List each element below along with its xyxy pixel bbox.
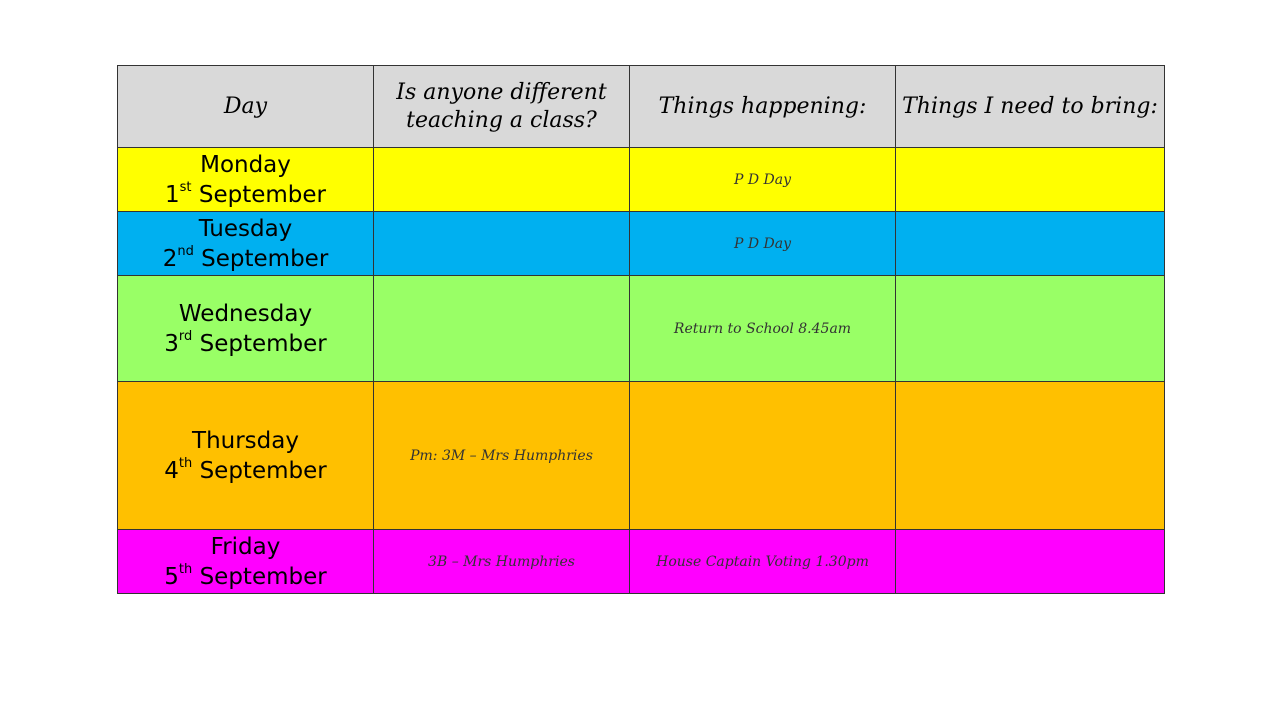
teacher-cell [374,148,630,212]
weekday-label: Monday [200,151,291,178]
date-number: 5 [164,563,179,590]
weekday-label: Thursday [192,427,299,454]
table-row [118,382,1165,530]
weekday-label: Tuesday [198,215,293,242]
date-number: 3 [164,330,179,357]
table-row [118,530,1165,594]
happening-cell: House Captain Voting 1.30pm [630,530,896,594]
header-things-happening: Things happening: [630,66,896,148]
date-label [118,562,373,592]
date-number: 2 [162,245,178,272]
day-cell [118,382,374,530]
happening-cell: P D Day [630,212,896,276]
day-cell [118,276,374,382]
header-day: Day [118,66,374,148]
table-row [118,276,1165,382]
teacher-cell [374,212,630,276]
date-number: 1 [165,181,180,208]
day-cell [118,530,374,594]
date-label [118,329,373,359]
bring-cell [896,530,1165,594]
date-suffix: th [178,455,193,471]
weekday-label: Wednesday [178,300,313,327]
bring-cell [896,382,1165,530]
weekly-schedule-table [117,65,1165,594]
bring-cell [896,148,1165,212]
header-things-to-bring: Things I need to bring: [896,66,1165,148]
teacher-cell [374,276,630,382]
month-label: September [198,181,326,208]
weekday-label: Friday [210,533,281,560]
date-label [118,180,373,210]
header-different-teacher: Is anyone different teaching a class? [374,66,630,148]
day-cell [118,148,374,212]
header-row [118,66,1165,148]
date-suffix: st [179,179,192,195]
happening-cell: Return to School 8.45am [630,276,896,382]
bring-cell [896,276,1165,382]
month-label: September [199,457,327,484]
teacher-cell: Pm: 3M – Mrs Humphries [374,382,630,530]
table-row [118,212,1165,276]
date-label [118,244,373,274]
table-row [118,148,1165,212]
month-label: September [199,330,327,357]
happening-cell: P D Day [630,148,896,212]
bring-cell [896,212,1165,276]
date-label [118,456,373,486]
month-label: September [199,563,327,590]
day-cell [118,212,374,276]
date-number: 4 [164,457,179,484]
happening-cell [630,382,896,530]
date-suffix: th [178,561,193,577]
teacher-cell: 3B – Mrs Humphries [374,530,630,594]
date-suffix: nd [177,243,194,259]
month-label: September [201,245,329,272]
date-suffix: rd [178,328,193,344]
